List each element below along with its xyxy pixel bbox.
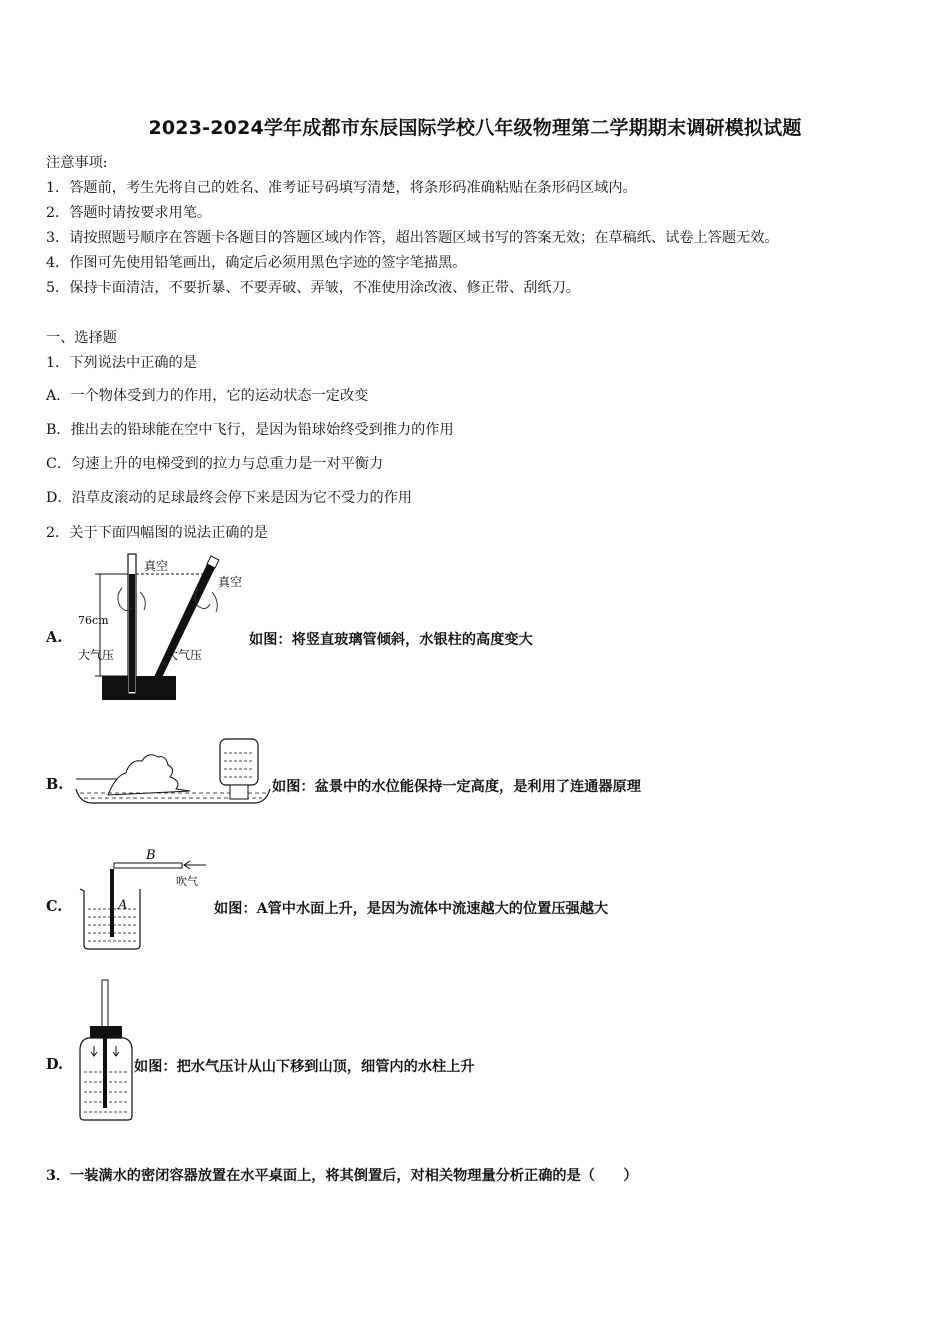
- q3-stem: 3．一装满水的密闭容器放置在水平桌面上，将其倒置后，对相关物理量分析正确的是（ ）: [46, 1168, 638, 1184]
- q2-option-b-letter: B.: [46, 776, 64, 793]
- label-atm-2: 大气压: [166, 648, 203, 662]
- q1-option-a: A．一个物体受到力的作用，它的运动状态一定改变: [46, 388, 369, 404]
- label-76cm: 76cm: [78, 614, 109, 627]
- notice-item-3: 3．请按照题号顺序在答题卡各题目的答题区域内作答，超出答题区域书写的答案无效；在草稿纸、试卷上答题无效。: [46, 230, 779, 246]
- q2-option-c-caption: 如图：A管中水面上升，是因为流体中流速越大的位置压强越大: [214, 901, 609, 917]
- exam-title: 2023-2024学年成都市东辰国际学校八年级物理第二学期期末调研模拟试题: [148, 117, 802, 139]
- q2-option-a-caption: 如图：将竖直玻璃管倾斜，水银柱的高度变大: [249, 632, 533, 648]
- q1-option-c: C．匀速上升的电梯受到的拉力与总重力是一对平衡力: [46, 456, 384, 472]
- q2-option-a-letter: A.: [46, 629, 63, 646]
- notice-item-1: 1．答题前，考生先将自己的姓名、准考证号码填写清楚，将条形码准确粘贴在条形码区域内。: [46, 180, 637, 196]
- notice-item-4: 4．作图可先使用铅笔画出，确定后必须用黑色字迹的签字笔描黑。: [46, 255, 467, 271]
- label-vacuum-1: 真空: [144, 559, 169, 573]
- q2-stem: 2．关于下面四幅图的说法正确的是: [46, 525, 268, 541]
- q1-stem: 1．下列说法中正确的是: [46, 355, 197, 371]
- blow-tube-figure: [74, 845, 214, 953]
- q2-option-d-letter: D.: [46, 1056, 64, 1073]
- notice-item-2: 2．答题时请按要求用笔。: [46, 205, 212, 221]
- label-vacuum-2: 真空: [218, 575, 243, 589]
- q1-option-b: B．推出去的铅球能在空中飞行，是因为铅球始终受到推力的作用: [46, 422, 454, 438]
- notice-heading: 注意事项:: [46, 155, 108, 171]
- q2-option-b-caption: 如图：盆景中的水位能保持一定高度，是利用了连通器原理: [272, 779, 641, 795]
- q1-option-d: D．沿草皮滚动的足球最终会停下来是因为它不受力的作用: [46, 490, 413, 506]
- label-tube-b: B: [146, 848, 156, 863]
- notice-item-5: 5．保持卡面清洁，不要折暴、不要弄破、弄皱，不准使用涂改液、修正带、刮纸刀。: [46, 280, 580, 296]
- label-atm-1: 大气压: [78, 648, 115, 662]
- section-heading: 一、选择题: [46, 330, 117, 346]
- bonsai-figure: [72, 735, 272, 807]
- label-blow: 吹气: [176, 875, 198, 888]
- barometer-bottle-figure: [74, 976, 138, 1124]
- q2-option-c-letter: C.: [46, 898, 63, 915]
- q2-option-d-caption: 如图：把水气压计从山下移到山顶，细管内的水柱上升: [134, 1059, 475, 1075]
- label-tube-a: A: [118, 898, 128, 913]
- torricelli-figure: [70, 548, 250, 706]
